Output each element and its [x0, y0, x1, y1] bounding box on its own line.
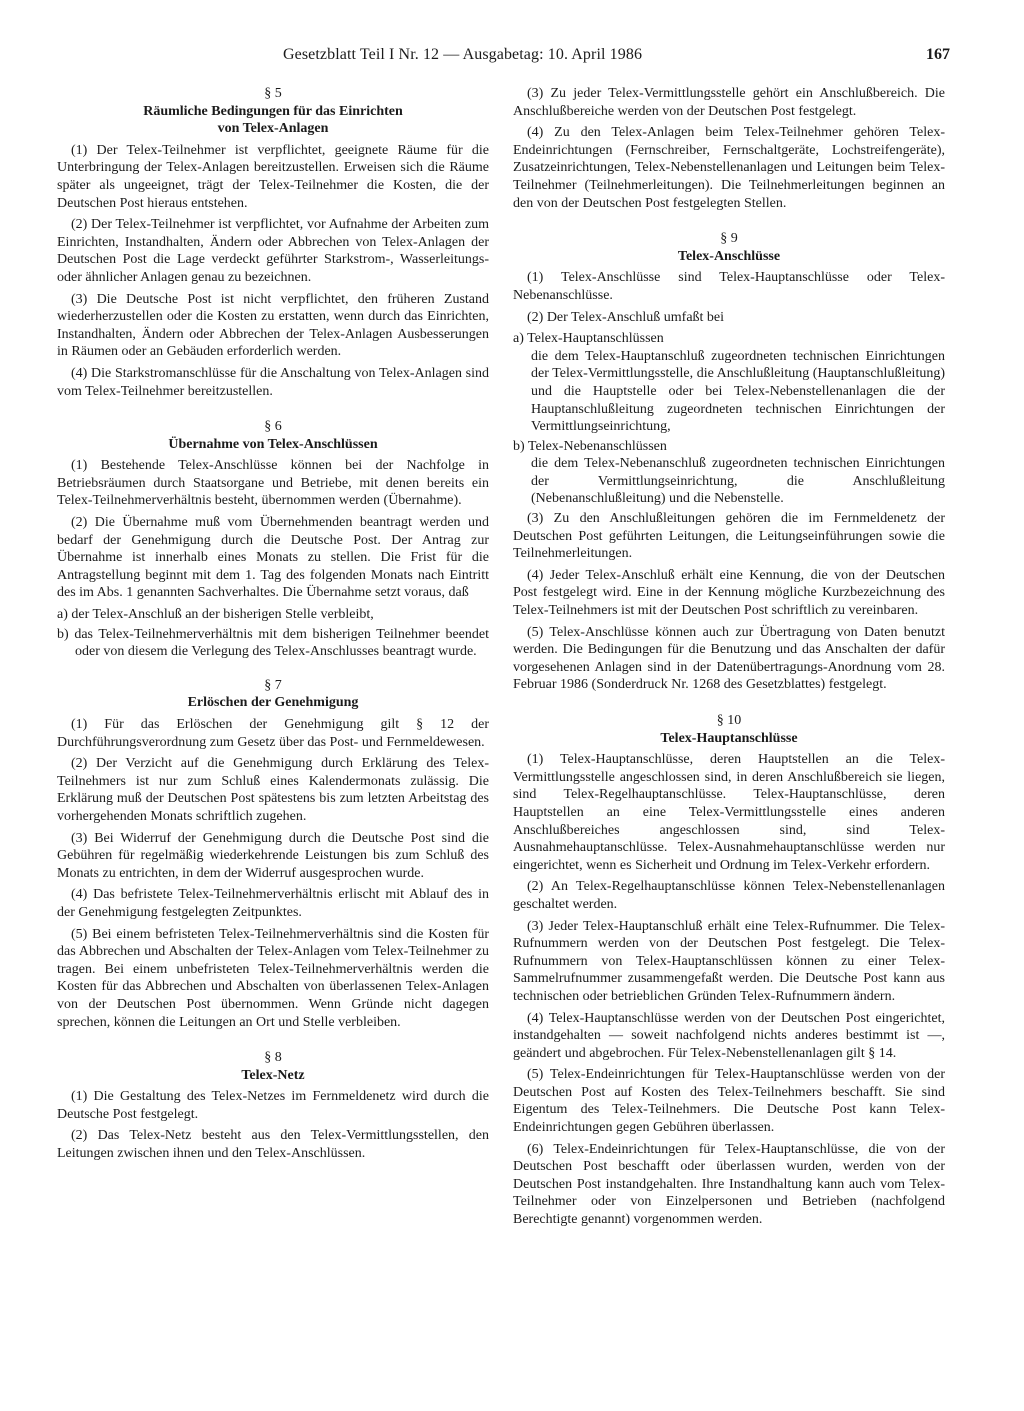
list-item: b) das Telex-Teilnehmerverhältnis mit dem bisherigen Teilnehmer beendet oder von diesem die Verlegung des Telex-Anschlusses beantragt wurde. — [57, 626, 489, 660]
paragraph: (3) Jeder Telex-Hauptanschluß erhält eine Telex-Rufnummer. Die Telex-Rufnummern werden von der Deutschen Post festgelegt. Die Telex-Rufnummern von Telex-Hauptanschlüssen können zu einer Telex-Sammelrufnummer zusammengefaßt werden. Die Deutsche Post kann aus technischen oder betrieblichen Gründen Telex-Rufnummern ändern. — [513, 918, 945, 1004]
section-number: § 6 — [264, 419, 282, 435]
section-number: § 5 — [264, 86, 282, 101]
section-title-line: Räumliche Bedingungen für das Einrichten — [143, 103, 403, 119]
section-title: Telex-Anschlüsse — [677, 248, 781, 264]
paragraph: (5) Telex-Anschlüsse können auch zur Übertragung von Daten benutzt werden. Die Bedingungen für die Benutzung und das Anschalten der dafür vorgesehenen Anlagen sind in der Datenübertragungs-Anordnung vom 28. Februar 1986 (Sonderdruck Nr. 1268 des Gesetzblattes) festgelegt. — [513, 624, 945, 693]
list-item-body: die dem Telex-Hauptanschluß zugeordneten technischen Einrichtungen der Telex-Vermittlungsstelle, die Anschlußleitung (Hauptanschlußleitung) und die Hauptstelle oder bei Telex-Nebenstellenanlagen die der Hauptanschlußleitung zugeordneten technischen Einrichtungen der Vermittlungseinrichtung, — [531, 348, 945, 435]
paragraph: (4) Jeder Telex-Anschluß erhält eine Kennung, die von der Deutschen Post festgelegt wird. Eine in der Kennung mögliche Kurzbezeichnung des Telex-Teilnehmers ist mit der Deutschen Post schriftlich zu vereinbaren. — [513, 567, 945, 619]
paragraph: (5) Telex-Endeinrichtungen für Telex-Hauptanschlüsse werden von der Deutschen Post auf Kosten des Telex-Teilnehmers beschafft. Sie sind Eigentum des Telex-Teilnehmers. Die Deutsche Post kann Telex-Endeinrichtungen gegen Gebühren überlassen. — [513, 1067, 945, 1136]
section-title: Telex-Netz — [241, 1067, 305, 1083]
paragraph: (4) Zu den Telex-Anlagen beim Telex-Teilnehmer gehören Telex-Endeinrichtungen (Fernschreiber, Fernschaltgeräte, Lochstreifengeräte), Zusatzeinrichtungen, Telex-Nebenstellenanlagen und Leitungen beim Telex-Teilnehmer (Teilnehmerleitungen). Die Teilnehmerleitungen beginnen an den von der Deutschen Post festgelegten Stellen. — [513, 125, 945, 211]
left-column — [57, 85, 489, 1167]
paragraph: (1) Telex-Hauptanschlüsse, deren Hauptstellen an die Telex-Vermittlungsstelle angeschlossen sind, in deren Anschlußbereich sie liegen, sind Telex-Regelhauptanschlüsse. Telex-Hauptanschlüsse, deren Hauptstellen an eine Telex-Vermittlungsstelle eines anderen Anschlußbereiches angeschlossen sind, sind Telex-Ausnahmehauptanschlüsse. Telex-Ausnahmehauptanschlüsse werden nur eingerichtet, wenn es Sicherheit und Ordnung im Telex-Verkehr erfordern. — [513, 752, 945, 873]
paragraph: (1) Telex-Anschlüsse sind Telex-Hauptanschlüsse oder Telex-Nebenanschlüsse. — [513, 270, 945, 303]
list-item: a) der Telex-Anschluß an der bisherigen Stelle verbleibt, — [57, 607, 374, 623]
paragraph: (3) Die Deutsche Post ist nicht verpflichtet, den früheren Zustand wiederherzustellen oder die Kosten zu erstatten, wenn durch das Einrichten, Instandhalten, Ändern oder Abbrechen der Telex-Anlagen Ausbesserungen in Räumen oder an Gebäuden erforderlich werden. — [57, 291, 489, 360]
section-number: § 9 — [720, 231, 738, 247]
paragraph: (2) An Telex-Regelhauptanschlüsse können Telex-Nebenstellenanlagen geschaltet werden. — [513, 879, 945, 912]
paragraph: (4) Das befristete Telex-Teilnehmerverhältnis erlischt mit Ablauf des in der Genehmigung festgelegten Zeitpunktes. — [57, 887, 489, 920]
paragraph: (2) Das Telex-Netz besteht aus den Telex-Vermittlungsstellen, den Leitungen zwischen ihnen und den Telex-Anschlüssen. — [57, 1128, 489, 1162]
paragraph: (1) Die Gestaltung des Telex-Netzes im Fernmeldenetz wird durch die Deutsche Post festgelegt. — [57, 1089, 489, 1122]
paragraph: (4) Die Starkstromanschlüsse für die Anschaltung von Telex-Anlagen sind vom Telex-Teilnehmer bereitzustellen. — [57, 365, 489, 399]
paragraph: (3) Zu den Anschlußleitungen gehören die im Fernmeldenetz der Deutschen Post geführten Leitungen, die Leitungseinführungen sowie die Teilnehmerleitungen. — [513, 511, 945, 562]
section-title-line: von Telex-Anlagen — [217, 121, 329, 137]
paragraph: (2) Die Übernahme muß vom Übernehmenden beantragt werden und bedarf der Genehmigung durch die Deutsche Post. Der Antrag zur Übernahme ist innerhalb eines Monats zu stellen. Die Frist für die Antragstellung beginnt mit dem 1. Tag des folgenden Monats nach Eintritt des im Abs. 1 genannten Sachverhaltes. Die Übernahme setzt voraus, daß — [57, 515, 489, 601]
list-item-body: die dem Telex-Nebenanschluß zugeordneten technischen Einrichtungen der Vermittlungseinrichtung, die Anschlußleitung (Nebenanschlußleitung) und die Nebenstelle. — [531, 456, 945, 507]
paragraph: (1) Bestehende Telex-Anschlüsse können bei der Nachfolge in Betriebsräumen durch Staatsorgane und Betriebe, mit denen bereits ein Telex-Teilnehmerverhältnis besteht, übernommen werden (Übernahme). — [57, 458, 489, 509]
list-item-heading: b) Telex-Nebenanschlüssen — [513, 438, 667, 454]
section-title: Übernahme von Telex-Anschlüssen — [168, 436, 378, 452]
paragraph: (2) Der Telex-Teilnehmer ist verpflichtet, vor Aufnahme der Arbeiten zum Einrichten, Instandhalten, Ändern oder Abbrechen von Telex-Anlagen der Deutschen Post die Lage verdeckt geführter Starkstrom-, Wasserleitungs- oder ähnlicher Anlagen genau zu bezeichnen. — [57, 217, 489, 285]
paragraph: (6) Telex-Endeinrichtungen für Telex-Hauptanschlüsse, die von der Deutschen Post beschafft oder überlassen wurden, werden von der Deutschen Post instandgehalten. Ihre Instandhaltung kann auch vom Telex-Teilnehmer oder von Einzelpersonen und Betrieben (nachfolgend Berechtigte genannt) vorgenommen werden. — [513, 1141, 945, 1228]
section-number: § 7 — [264, 677, 282, 693]
section-title — [57, 103, 489, 138]
running-title: Gesetzblatt Teil I Nr. 12 — Ausgabetag: 10. April 1986 — [283, 46, 643, 63]
paragraph: (2) Der Telex-Anschluß umfaßt bei — [527, 309, 725, 325]
section-title: Erlöschen der Genehmigung — [187, 695, 359, 711]
page-header — [55, 44, 950, 68]
section-number: § 10 — [716, 713, 742, 728]
list-item-heading: a) Telex-Hauptanschlüssen — [513, 331, 664, 347]
section-number: § 8 — [264, 1050, 282, 1066]
section-title: Telex-Hauptanschlüsse — [660, 730, 798, 746]
paragraph: (2) Der Verzicht auf die Genehmigung durch Erklärung des Telex-Teilnehmers ist nur zum Schluß eines Kalendermonats zulässig. Die Erklärung muß der Deutschen Post spätestens bis zum letzten Arbeitstag des vorhergehenden Monats schriftlich zugehen. — [57, 756, 489, 824]
paragraph: (1) Für das Erlöschen der Genehmigung gilt § 12 der Durchführungsverordnung zum Gesetz über das Post- und Fernmeldewesen. — [57, 717, 489, 750]
page-number: 167 — [926, 46, 950, 63]
paragraph: (3) Zu jeder Telex-Vermittlungsstelle gehört ein Anschlußbereich. Die Anschlußbereiche werden von der Deutschen Post festgelegt. — [513, 86, 945, 119]
paragraph: (5) Bei einem befristeten Telex-Teilnehmerverhältnis sind die Kosten für das Abbrechen und Abschalten der Telex-Anlagen vom Telex-Teilnehmer zu tragen. Bei einem unbefristeten Telex-Teilnehmerverhältnis werden die Kosten für das Abbrechen und Abschalten von überlassenen Telex-Anlagen von der Deutschen Post übernommen. Wenn Gründe nicht dagegen sprechen, können die Leitungen an Ort und Stelle verbleiben. — [57, 926, 489, 1030]
paragraph: (3) Bei Widerruf der Genehmigung durch die Deutsche Post sind die Gebühren für regelmäßig wiederkehrende Leistungen bis zum Schluß des Monats zu entrichten, in dem der Widerruf ausgesprochen wurde. — [57, 830, 489, 881]
paragraph: (4) Telex-Hauptanschlüsse werden von der Deutschen Post eingerichtet, instandgehalten — soweit nachfolgend nichts anderes bestimmt ist —, geändert und abgebrochen. Für Telex-Nebenstellenanlagen gilt § 14. — [513, 1010, 945, 1061]
right-column — [513, 85, 945, 1233]
paragraph: (1) Der Telex-Teilnehmer ist verpflichtet, geeignete Räume für die Unterbringung der Telex-Anlagen bereitzustellen. Erweisen sich die Räume später als ungeeignet, trägt der Telex-Teilnehmer die Kosten, die der Deutschen Post hieraus entstehen. — [57, 142, 489, 211]
